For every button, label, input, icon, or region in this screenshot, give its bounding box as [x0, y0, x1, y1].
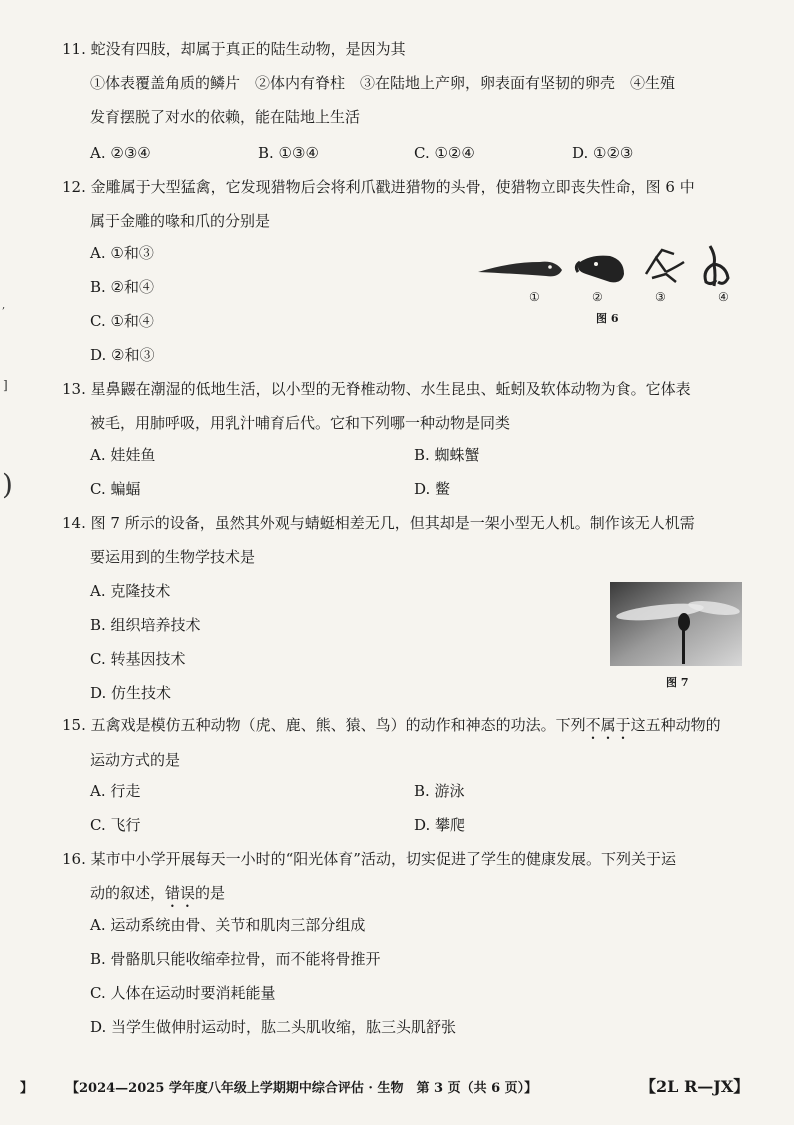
q16-stem-part3: 的是 — [195, 884, 226, 902]
q13-option-b[interactable]: B. 蜘蛛蟹 — [414, 446, 480, 464]
q15-option-d[interactable]: D. 攀爬 — [414, 816, 466, 834]
q15-stem-part3: 这五种动物的 — [630, 716, 721, 734]
q16-option-d[interactable]: D. 当学生做伸肘运动时，肱二头肌收缩，肱三头肌舒张 — [90, 1018, 457, 1036]
fig6-label-3: ③ — [655, 290, 666, 304]
q15-stem-line2: 运动方式的是 — [90, 751, 181, 769]
q16-option-b[interactable]: B. 骨骼肌只能收缩牵拉骨，而不能将骨推开 — [90, 950, 381, 968]
eagle-head-hooked-beak-icon — [576, 256, 624, 283]
q16-option-a[interactable]: A. 运动系统由骨、关节和肌肉三部分组成 — [90, 916, 366, 934]
bird-head-long-beak-icon — [478, 262, 562, 277]
q14-stem-line2: 要运用到的生物学技术是 — [90, 548, 256, 566]
fig6-caption: 图 6 — [596, 312, 619, 325]
q13-option-d[interactable]: D. 鳖 — [414, 480, 451, 498]
footer-exam-info: 【2024—2025 学年度八年级上学期期中综合评估 · 生物 第 3 页（共 6 页）】 — [66, 1081, 538, 1096]
q13-option-c[interactable]: C. 蝙蝠 — [90, 480, 141, 498]
q11-option-a[interactable]: A. ②③④ — [90, 144, 151, 162]
q13-stem-line2: 被毛，用肺呼吸，用乳汁哺育后代。它和下列哪一种动物是同类 — [90, 414, 511, 432]
q16-stem-line2 — [90, 876, 755, 911]
question-13 — [62, 372, 755, 440]
q15-option-b[interactable]: B. 游泳 — [414, 782, 465, 800]
q11-option-b[interactable]: B. ①③④ — [258, 144, 319, 162]
q11-stem-line2: ①体表覆盖角质的鳞片 ②体内有脊柱 ③在陆地上产卵，卵表面有坚韧的卵壳 ④生殖 — [90, 74, 676, 92]
fig6-label-4: ④ — [718, 290, 729, 304]
question-12 — [62, 170, 755, 238]
q14-option-c[interactable]: C. 转基因技术 — [90, 650, 186, 668]
margin-mark-bracket: ] — [3, 378, 8, 392]
q12-stem-line1: 12. 金雕属于大型猛禽，它发现猎物后会将利爪戳进猎物的头骨，使猎物立即丧失性命，图 6 中 — [62, 178, 695, 196]
question-11 — [62, 32, 755, 134]
q15-option-a[interactable]: A. 行走 — [90, 782, 141, 800]
q12-option-d[interactable]: D. ②和③ — [90, 346, 155, 364]
margin-mark-paren: ) — [2, 468, 13, 501]
q12-option-b[interactable]: B. ②和④ — [90, 278, 155, 296]
figure-7 — [610, 582, 742, 692]
beak-and-claw-illustrations — [470, 240, 760, 300]
page-footer — [0, 1071, 794, 1101]
fig7-caption: 图 7 — [666, 676, 689, 689]
q16-stem-line1: 16. 某市中小学开展每天一小时的“阳光体育”活动，切实促进了学生的健康发展。下列关于运 — [62, 850, 676, 868]
q14-option-b[interactable]: B. 组织培养技术 — [90, 616, 201, 634]
q11-stem-line3: 发育摆脱了对水的依赖，能在陆地上生活 — [90, 108, 361, 126]
q15-stem-part1: 15. 五禽戏是模仿五种动物（虎、鹿、熊、猿、鸟）的动作和神态的功法。下列 — [62, 716, 586, 734]
q12-option-c[interactable]: C. ①和④ — [90, 312, 154, 330]
q16-stem-part1: 动的叙述， — [90, 884, 166, 902]
q15-option-c[interactable]: C. 飞行 — [90, 816, 141, 834]
q14-option-a[interactable]: A. 克隆技术 — [90, 582, 171, 600]
q13-stem-line1: 13. 星鼻鼹在潮湿的低地生活，以小型的无脊椎动物、水生昆虫、蚯蚓及软体动物为食。它体表 — [62, 380, 691, 398]
q16-emphasis-wrong: 错误 — [165, 884, 196, 902]
small-claw-icon — [646, 250, 684, 282]
q14-stem-line1: 14. 图 7 所示的设备，虽然其外观与蜻蜓相差无几，但其却是一架小型无人机。制作该无人机需 — [62, 514, 695, 532]
question-16 — [62, 842, 755, 911]
q11-stem-line1: 11. 蛇没有四肢，却属于真正的陆生动物，是因为其 — [62, 40, 406, 58]
fig6-label-2: ② — [592, 290, 603, 304]
question-14 — [62, 506, 755, 574]
q12-stem-line2: 属于金雕的喙和爪的分别是 — [90, 212, 271, 230]
question-15 — [62, 708, 755, 777]
q16-option-c[interactable]: C. 人体在运动时要消耗能量 — [90, 984, 276, 1002]
footer-left-mark: 】 — [20, 1081, 34, 1096]
q15-stem-line1 — [62, 708, 755, 743]
margin-mark-dot: , — [2, 300, 6, 311]
q11-option-c[interactable]: C. ①②④ — [414, 144, 475, 162]
footer-paper-code: 【2L R—JX】 — [640, 1077, 750, 1096]
q12-option-a[interactable]: A. ①和③ — [90, 244, 154, 262]
fig6-label-1: ① — [529, 290, 540, 304]
dragonfly-drone-photo — [610, 582, 742, 666]
q13-option-a[interactable]: A. 娃娃鱼 — [90, 446, 156, 464]
large-talon-icon — [705, 246, 728, 286]
q11-option-d[interactable]: D. ①②③ — [572, 144, 634, 162]
figure-6 — [470, 240, 760, 330]
q14-option-d[interactable]: D. 仿生技术 — [90, 684, 172, 702]
q15-emphasis-not: 不属于 — [585, 716, 631, 734]
